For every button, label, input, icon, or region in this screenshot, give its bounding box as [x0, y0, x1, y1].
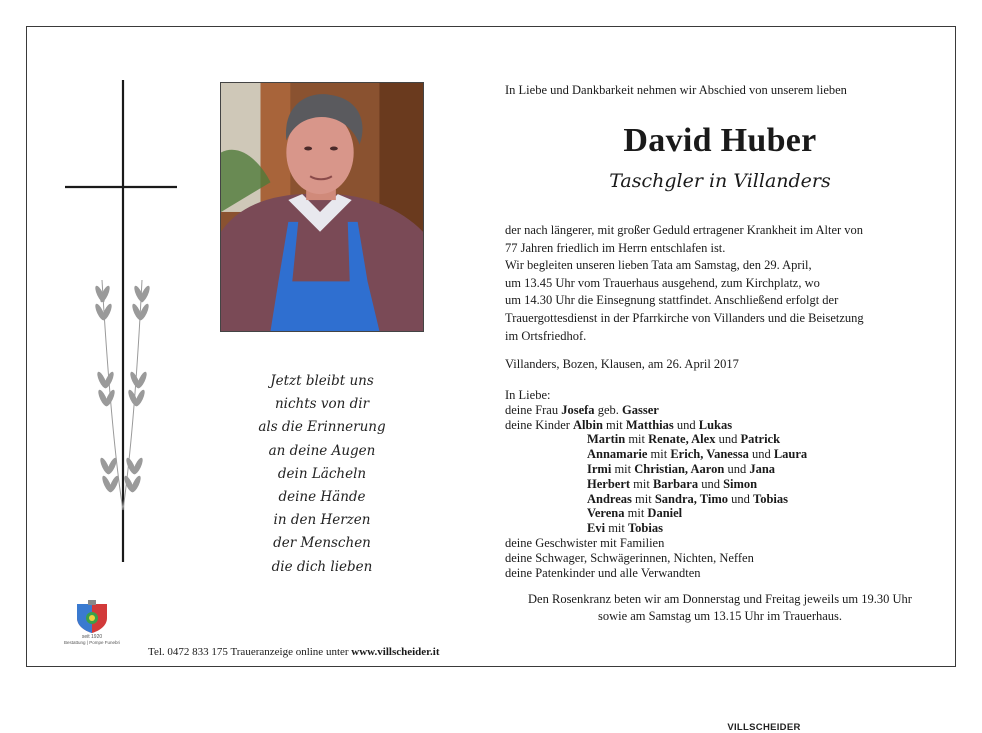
child-family-last: Laura — [773, 447, 808, 462]
family-child-row — [505, 432, 807, 447]
child-and: und — [748, 447, 774, 462]
child-family: Tobias — [627, 521, 663, 536]
family-child-row — [505, 521, 807, 536]
poem-line: die dich lieben — [271, 558, 373, 575]
body-line: 77 Jahren friedlich im Herrn entschlafen ist. — [505, 240, 726, 255]
child-family-last: Jana — [749, 461, 776, 476]
family-child-row — [505, 506, 807, 521]
child-and: und — [698, 476, 724, 491]
poem-line: Jetzt bleibt uns — [270, 373, 374, 389]
child-family-last: Lukas — [698, 417, 733, 432]
family-child-row — [505, 462, 807, 477]
child-name: Herbert — [587, 476, 631, 491]
child-name: Annamarie — [587, 447, 648, 462]
wife-name: Josefa — [561, 402, 595, 417]
announcement-text — [505, 222, 935, 345]
crest-icon — [73, 600, 111, 634]
poem-line: der Menschen — [273, 535, 371, 552]
family-child-row — [505, 418, 807, 433]
child-family: Renate, Alex — [648, 432, 716, 447]
child-name: Albin — [573, 417, 603, 432]
child-and: und — [715, 432, 741, 447]
child-family: Matthias — [625, 417, 674, 432]
family-child-row — [505, 447, 807, 462]
children-pre: deine Kinder — [505, 417, 574, 432]
child-name: Andreas — [587, 491, 632, 506]
family-wife — [505, 403, 807, 418]
logo-est: seit 1920 — [81, 634, 103, 640]
poem — [222, 370, 422, 579]
child-family: Sandra, Timo — [654, 491, 729, 506]
family-other: deine Patenkinder und alle Verwandten — [505, 565, 701, 580]
child-name: Verena — [587, 506, 625, 521]
child-name: Martin — [587, 432, 626, 447]
logo-sub: Bestattung | Pompe Funebri — [64, 640, 120, 645]
contact-line — [148, 646, 440, 658]
family-child-row — [505, 477, 807, 492]
portrait-photo — [220, 82, 424, 332]
body-line: um 14.30 Uhr die Einsegnung stattfindet. Anschließend erfolgt der — [505, 293, 839, 308]
child-family: Erich, Vanessa — [670, 447, 749, 462]
child-family-last: Tobias — [753, 491, 789, 506]
family-list — [505, 388, 807, 580]
child-name: Irmi — [587, 461, 612, 476]
child-with: mit — [631, 491, 655, 506]
poem-line: nichts von dir — [274, 396, 370, 413]
family-heading: In Liebe: — [505, 388, 551, 402]
family-child-row — [505, 492, 807, 507]
rosary-line: sowie am Samstag um 13.15 Uhr im Trauerhaus. — [597, 609, 843, 623]
logo-name: VILLSCHEIDER — [727, 722, 801, 733]
family-other: deine Schwager, Schwägerinnen, Nichten, Neffen — [505, 550, 754, 565]
body-line: Trauergottesdienst in der Pfarrkirche von Villanders und die Beisetzung — [505, 310, 864, 325]
child-and: und — [673, 417, 699, 432]
contact-text: Tel. 0472 833 175 Traueranzeige online unter — [148, 646, 352, 658]
child-with: mit — [630, 476, 653, 491]
child-family: Barbara — [652, 476, 699, 491]
poem-line: in den Herzen — [273, 512, 371, 529]
child-with: mit — [647, 447, 671, 462]
rosary-line: Den Rosenkranz beten wir am Donnerstag und Freitag jeweils um 19.30 Uhr — [528, 592, 912, 606]
child-family-last: Simon — [723, 476, 758, 491]
deceased-subname: Taschgler in Villanders — [609, 170, 831, 192]
poem-line: an deine Augen — [268, 442, 376, 459]
wife-mid: geb. — [594, 402, 622, 417]
cross-icon — [60, 80, 180, 562]
child-with: mit — [624, 506, 648, 521]
poem-line: als die Erinnerung — [258, 419, 386, 436]
child-family: Daniel — [647, 506, 683, 521]
child-with: mit — [602, 417, 626, 432]
body-line: Wir begleiten unseren lieben Tata am Samstag, den 29. April, — [505, 258, 812, 273]
rosary-notice — [505, 591, 935, 625]
poem-line: deine Hände — [278, 488, 366, 505]
body-line: um 13.45 Uhr vom Trauerhaus ausgehend, zum Kirchplatz, wo — [505, 275, 820, 290]
wife-pre: deine Frau — [505, 402, 562, 417]
wife-maiden: Gasser — [622, 402, 659, 417]
child-with: mit — [625, 432, 649, 447]
dateline: Villanders, Bozen, Klausen, am 26. April 2017 — [505, 357, 739, 371]
poem-line: dein Lächeln — [277, 465, 367, 482]
deceased-name: David Huber — [623, 122, 817, 159]
child-and: und — [724, 461, 750, 476]
body-line: der nach längerer, mit großer Geduld ertragener Krankheit im Alter von — [505, 223, 864, 237]
child-with: mit — [605, 521, 628, 536]
website-link[interactable]: www.villscheider.it — [351, 646, 440, 658]
body-line: im Ortsfriedhof. — [505, 328, 587, 343]
child-and: und — [728, 491, 754, 506]
child-family-last: Patrick — [740, 432, 781, 447]
child-with: mit — [611, 461, 635, 476]
family-other: deine Geschwister mit Familien — [505, 535, 665, 550]
child-family: Christian, Aaron — [634, 461, 725, 476]
intro-line: In Liebe und Dankbarkeit nehmen wir Abschied von unserem lieben — [505, 83, 847, 97]
child-name: Evi — [587, 521, 606, 536]
